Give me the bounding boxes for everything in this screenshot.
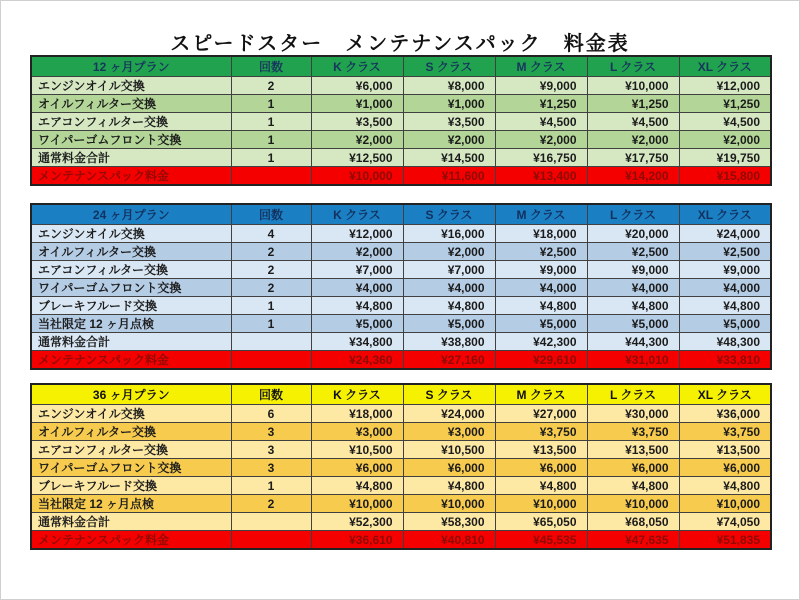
price-cell: ¥12,500: [311, 149, 403, 167]
table-header-row: [31, 56, 771, 77]
price-cell: ¥12,000: [311, 225, 403, 243]
price-cell: ¥13,500: [495, 441, 587, 459]
price-cell: ¥2,000: [679, 131, 771, 149]
price-cell: ¥74,050: [679, 513, 771, 531]
price-cell: ¥4,800: [587, 477, 679, 495]
pack-count: [231, 167, 311, 186]
pack-price-cell: ¥27,160: [403, 351, 495, 370]
price-cell: ¥7,000: [403, 261, 495, 279]
item-count: 4: [231, 225, 311, 243]
price-cell: ¥1,250: [587, 95, 679, 113]
table-row: [31, 279, 771, 297]
price-cell: ¥2,500: [679, 243, 771, 261]
pack-price-cell: ¥13,400: [495, 167, 587, 186]
tables: [30, 55, 799, 550]
class-header: S クラス: [403, 384, 495, 405]
price-cell: ¥68,050: [587, 513, 679, 531]
price-cell: ¥34,800: [311, 333, 403, 351]
price-cell: ¥4,000: [679, 279, 771, 297]
table-row: [31, 333, 771, 351]
price-cell: ¥9,000: [679, 261, 771, 279]
price-cell: ¥24,000: [403, 405, 495, 423]
price-cell: ¥16,000: [403, 225, 495, 243]
price-cell: ¥9,000: [495, 261, 587, 279]
pack-price-cell: ¥10,000: [311, 167, 403, 186]
table-row: [31, 113, 771, 131]
price-cell: ¥42,300: [495, 333, 587, 351]
item-label: オイルフィルター交換: [31, 95, 231, 113]
price-cell: ¥1,250: [495, 95, 587, 113]
item-label: ワイパーゴムフロント交換: [31, 131, 231, 149]
price-cell: ¥4,000: [587, 279, 679, 297]
pack-price-cell: ¥14,200: [587, 167, 679, 186]
class-header: M クラス: [495, 56, 587, 77]
price-cell: ¥5,000: [587, 315, 679, 333]
table-row: [31, 423, 771, 441]
count-header: 回数: [231, 56, 311, 77]
price-cell: ¥44,300: [587, 333, 679, 351]
price-cell: ¥3,750: [679, 423, 771, 441]
pack-label: メンテナンスパック料金: [31, 531, 231, 550]
table-row: [31, 315, 771, 333]
table-row: [31, 131, 771, 149]
price-cell: ¥13,500: [679, 441, 771, 459]
item-label: エアコンフィルター交換: [31, 113, 231, 131]
count-header: 回数: [231, 204, 311, 225]
pack-price-cell: ¥47,635: [587, 531, 679, 550]
class-header: L クラス: [587, 384, 679, 405]
price-cell: ¥27,000: [495, 405, 587, 423]
item-count: 1: [231, 131, 311, 149]
price-cell: ¥5,000: [311, 315, 403, 333]
class-header: XL クラス: [679, 56, 771, 77]
price-cell: ¥1,000: [311, 95, 403, 113]
item-count: [231, 513, 311, 531]
table-row: [31, 95, 771, 113]
plan-table: [30, 383, 772, 550]
price-cell: ¥18,000: [311, 405, 403, 423]
price-cell: ¥4,500: [679, 113, 771, 131]
item-count: 2: [231, 279, 311, 297]
price-cell: ¥4,800: [679, 477, 771, 495]
price-cell: ¥18,000: [495, 225, 587, 243]
table-row: [31, 477, 771, 495]
price-cell: ¥65,050: [495, 513, 587, 531]
class-header: L クラス: [587, 56, 679, 77]
class-header: K クラス: [311, 384, 403, 405]
pack-price-row: [31, 351, 771, 370]
count-header: 回数: [231, 384, 311, 405]
item-count: 1: [231, 95, 311, 113]
price-cell: ¥3,750: [587, 423, 679, 441]
price-cell: ¥10,000: [403, 495, 495, 513]
price-cell: ¥6,000: [679, 459, 771, 477]
price-cell: ¥17,750: [587, 149, 679, 167]
price-cell: ¥19,750: [679, 149, 771, 167]
price-cell: ¥4,800: [587, 297, 679, 315]
price-cell: ¥3,500: [311, 113, 403, 131]
item-count: 3: [231, 459, 311, 477]
item-label: 当社限定 12 ヶ月点検: [31, 315, 231, 333]
price-cell: ¥6,000: [587, 459, 679, 477]
price-cell: ¥4,800: [311, 477, 403, 495]
price-cell: ¥9,000: [495, 77, 587, 95]
item-count: 1: [231, 315, 311, 333]
pack-price-cell: ¥33,810: [679, 351, 771, 370]
item-label: 通常料金合計: [31, 149, 231, 167]
class-header: K クラス: [311, 204, 403, 225]
price-cell: ¥6,000: [495, 459, 587, 477]
price-cell: ¥3,750: [495, 423, 587, 441]
price-cell: ¥24,000: [679, 225, 771, 243]
class-header: S クラス: [403, 56, 495, 77]
item-label: エアコンフィルター交換: [31, 441, 231, 459]
pack-label: メンテナンスパック料金: [31, 167, 231, 186]
table-row: [31, 149, 771, 167]
price-cell: ¥6,000: [311, 77, 403, 95]
table-header-row: [31, 384, 771, 405]
pack-price-cell: ¥45,535: [495, 531, 587, 550]
price-cell: ¥1,000: [403, 95, 495, 113]
item-label: 通常料金合計: [31, 333, 231, 351]
item-label: ワイパーゴムフロント交換: [31, 459, 231, 477]
table-row: [31, 405, 771, 423]
price-cell: ¥3,500: [403, 113, 495, 131]
item-count: 1: [231, 113, 311, 131]
plan-name: 36 ヶ月プラン: [31, 384, 231, 405]
price-cell: ¥20,000: [587, 225, 679, 243]
price-cell: ¥36,000: [679, 405, 771, 423]
table-row: [31, 243, 771, 261]
price-cell: ¥16,750: [495, 149, 587, 167]
item-label: エンジンオイル交換: [31, 77, 231, 95]
item-label: エンジンオイル交換: [31, 225, 231, 243]
pack-price-row: [31, 531, 771, 550]
class-header: L クラス: [587, 204, 679, 225]
item-count: 2: [231, 77, 311, 95]
price-cell: ¥10,500: [311, 441, 403, 459]
price-cell: ¥2,000: [403, 131, 495, 149]
table-row: [31, 225, 771, 243]
price-cell: ¥4,500: [587, 113, 679, 131]
price-cell: ¥13,500: [587, 441, 679, 459]
price-cell: ¥8,000: [403, 77, 495, 95]
price-cell: ¥30,000: [587, 405, 679, 423]
class-header: K クラス: [311, 56, 403, 77]
item-label: ブレーキフルード交換: [31, 477, 231, 495]
pack-price-row: [31, 167, 771, 186]
price-cell: ¥10,000: [587, 77, 679, 95]
page-title: スピードスター メンテナンスパック 料金表: [170, 33, 630, 55]
table-row: [31, 441, 771, 459]
price-cell: ¥52,300: [311, 513, 403, 531]
price-cell: ¥6,000: [311, 459, 403, 477]
price-cell: ¥2,000: [311, 131, 403, 149]
class-header: XL クラス: [679, 204, 771, 225]
price-cell: ¥4,800: [495, 477, 587, 495]
item-count: 2: [231, 495, 311, 513]
pack-count: [231, 531, 311, 550]
plan-name: 12 ヶ月プラン: [31, 56, 231, 77]
price-cell: ¥5,000: [679, 315, 771, 333]
price-cell: ¥2,000: [403, 243, 495, 261]
price-cell: ¥10,000: [587, 495, 679, 513]
pack-count: [231, 351, 311, 370]
price-cell: ¥2,500: [495, 243, 587, 261]
price-cell: ¥14,500: [403, 149, 495, 167]
price-cell: ¥4,800: [403, 297, 495, 315]
item-label: ワイパーゴムフロント交換: [31, 279, 231, 297]
item-label: 通常料金合計: [31, 513, 231, 531]
price-cell: ¥4,000: [495, 279, 587, 297]
price-cell: ¥9,000: [587, 261, 679, 279]
price-cell: ¥10,000: [311, 495, 403, 513]
plan-table: [30, 203, 772, 370]
pack-price-cell: ¥29,610: [495, 351, 587, 370]
item-count: 2: [231, 243, 311, 261]
item-count: 3: [231, 423, 311, 441]
item-count: 1: [231, 297, 311, 315]
price-cell: ¥5,000: [495, 315, 587, 333]
price-cell: ¥10,000: [495, 495, 587, 513]
class-header: M クラス: [495, 384, 587, 405]
price-cell: ¥4,800: [403, 477, 495, 495]
price-cell: ¥12,000: [679, 77, 771, 95]
price-cell: ¥4,000: [311, 279, 403, 297]
pack-price-cell: ¥36,610: [311, 531, 403, 550]
price-cell: ¥5,000: [403, 315, 495, 333]
item-count: [231, 333, 311, 351]
plan-name: 24 ヶ月プラン: [31, 204, 231, 225]
item-count: 6: [231, 405, 311, 423]
table-row: [31, 459, 771, 477]
price-cell: ¥4,800: [679, 297, 771, 315]
price-cell: ¥2,000: [495, 131, 587, 149]
pack-price-cell: ¥51,835: [679, 531, 771, 550]
price-cell: ¥4,000: [403, 279, 495, 297]
pack-price-cell: ¥31,010: [587, 351, 679, 370]
price-cell: ¥3,000: [403, 423, 495, 441]
table-row: [31, 77, 771, 95]
item-label: オイルフィルター交換: [31, 243, 231, 261]
price-cell: ¥4,800: [311, 297, 403, 315]
price-cell: ¥3,000: [311, 423, 403, 441]
price-cell: ¥4,500: [495, 113, 587, 131]
price-cell: ¥4,800: [495, 297, 587, 315]
class-header: M クラス: [495, 204, 587, 225]
item-label: エアコンフィルター交換: [31, 261, 231, 279]
price-cell: ¥7,000: [311, 261, 403, 279]
pack-label: メンテナンスパック料金: [31, 351, 231, 370]
item-count: 3: [231, 441, 311, 459]
price-cell: ¥2,000: [311, 243, 403, 261]
price-cell: ¥38,800: [403, 333, 495, 351]
price-cell: ¥10,000: [679, 495, 771, 513]
pack-price-cell: ¥11,600: [403, 167, 495, 186]
item-label: オイルフィルター交換: [31, 423, 231, 441]
pack-price-cell: ¥15,800: [679, 167, 771, 186]
table-row: [31, 495, 771, 513]
price-cell: ¥10,500: [403, 441, 495, 459]
table-row: [31, 513, 771, 531]
table-row: [31, 261, 771, 279]
item-label: エンジンオイル交換: [31, 405, 231, 423]
item-label: 当社限定 12 ヶ月点検: [31, 495, 231, 513]
price-cell: ¥2,000: [587, 131, 679, 149]
table-row: [31, 297, 771, 315]
item-label: ブレーキフルード交換: [31, 297, 231, 315]
pack-price-cell: ¥24,360: [311, 351, 403, 370]
price-cell: ¥48,300: [679, 333, 771, 351]
pack-price-cell: ¥40,810: [403, 531, 495, 550]
price-cell: ¥58,300: [403, 513, 495, 531]
class-header: XL クラス: [679, 384, 771, 405]
class-header: S クラス: [403, 204, 495, 225]
price-cell: ¥1,250: [679, 95, 771, 113]
item-count: 2: [231, 261, 311, 279]
item-count: 1: [231, 477, 311, 495]
table-header-row: [31, 204, 771, 225]
price-cell: ¥2,500: [587, 243, 679, 261]
item-count: 1: [231, 149, 311, 167]
plan-table: [30, 55, 772, 186]
price-cell: ¥6,000: [403, 459, 495, 477]
